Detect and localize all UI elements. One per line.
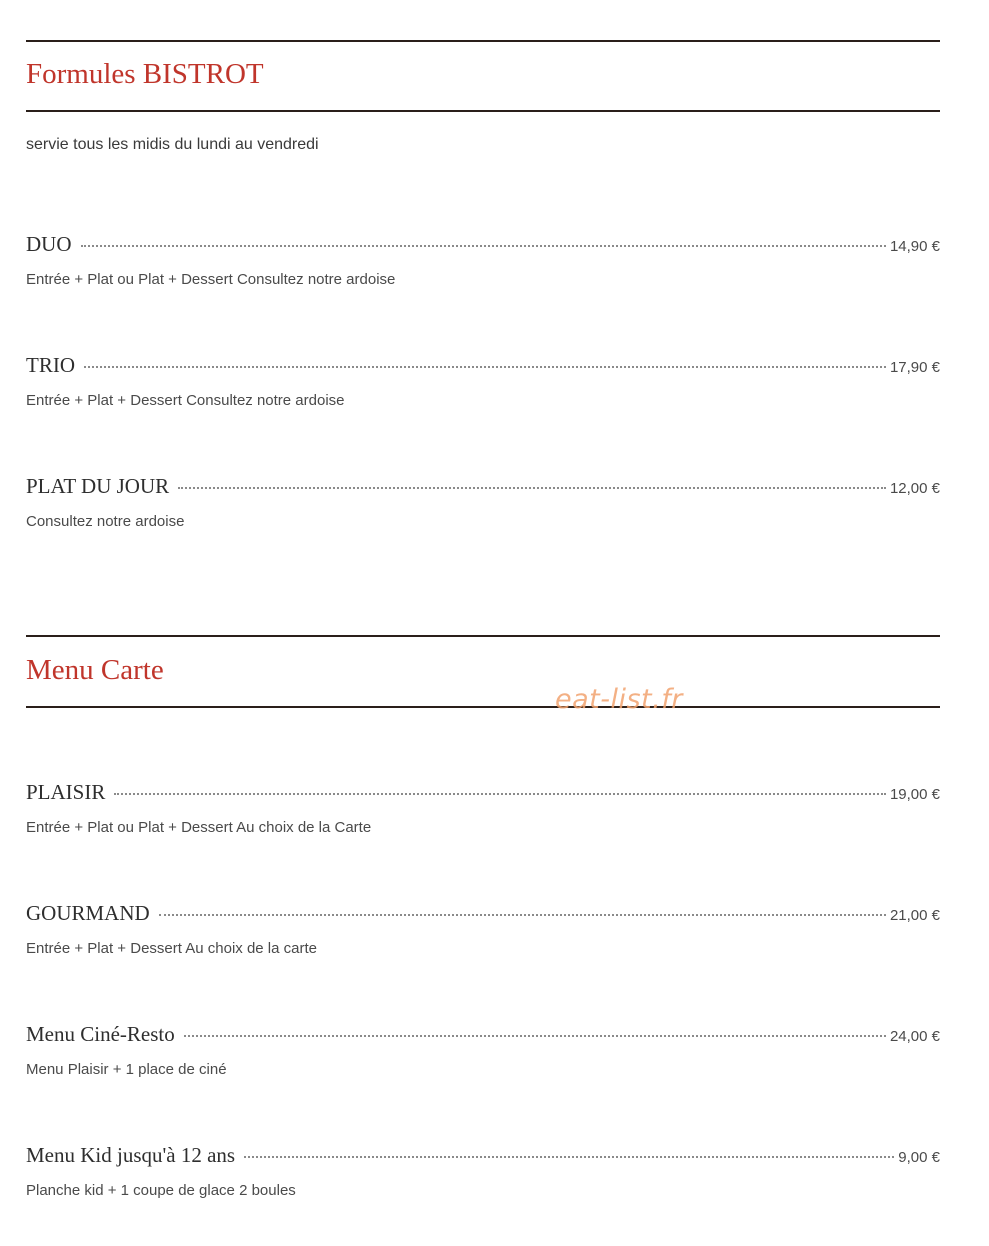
item-name: Menu Kid jusqu'à 12 ans — [26, 1143, 236, 1167]
dot-leader — [184, 1035, 886, 1037]
item-price: 9,00 € — [898, 1149, 940, 1166]
dot-leader — [244, 1156, 894, 1158]
item-description: Planche kid + 1 coupe de glace 2 boules — [26, 1182, 296, 1199]
bistrot-bottom-rule — [26, 110, 940, 112]
carte-title: Menu Carte — [26, 654, 164, 686]
item-name: PLAT DU JOUR — [26, 474, 170, 498]
item-price: 21,00 € — [889, 907, 940, 924]
item-description: Menu Plaisir + 1 place de ciné — [26, 1061, 227, 1078]
item-name: GOURMAND — [26, 901, 150, 925]
item-header — [26, 232, 940, 258]
item-name: PLAISIR — [26, 780, 106, 804]
bistrot-top-rule — [26, 40, 940, 42]
item-price: 17,90 € — [889, 359, 940, 376]
dot-leader — [84, 366, 886, 368]
menu-item-trio — [26, 353, 940, 423]
item-price: 24,00 € — [889, 1028, 940, 1045]
item-header — [26, 474, 940, 500]
item-price: 19,00 € — [889, 786, 940, 803]
bistrot-intro: servie tous les midis du lundi au vendredi — [26, 136, 319, 153]
item-price: 14,90 € — [889, 238, 940, 255]
item-price: 12,00 € — [889, 480, 940, 497]
item-name: Menu Ciné-Resto — [26, 1022, 175, 1046]
item-description: Entrée + Plat + Dessert Au choix de la carte — [26, 940, 317, 957]
dot-leader — [114, 793, 886, 795]
menu-item-duo — [26, 232, 940, 302]
item-description: Consultez notre ardoise — [26, 513, 185, 530]
item-name: DUO — [26, 232, 72, 256]
menu-item-gourmand — [26, 901, 940, 971]
dot-leader — [178, 487, 886, 489]
dot-leader — [159, 914, 886, 916]
item-description: Entrée + Plat ou Plat + Dessert Au choix de la Carte — [26, 819, 372, 836]
item-header — [26, 1022, 940, 1048]
item-name: TRIO — [26, 353, 75, 377]
item-header — [26, 353, 940, 379]
item-description: Entrée + Plat ou Plat + Dessert Consultez notre ardoise — [26, 271, 396, 288]
bistrot-title: Formules BISTROT — [26, 58, 264, 90]
item-header — [26, 901, 940, 927]
item-header — [26, 1143, 940, 1169]
watermark-logo: eat-list.fr — [555, 684, 683, 715]
menu-item-plat-du-jour — [26, 474, 940, 544]
menu-item-plaisir — [26, 780, 940, 850]
carte-bottom-rule — [26, 706, 940, 708]
menu-item-kid — [26, 1143, 940, 1213]
dot-leader — [81, 245, 886, 247]
item-header — [26, 780, 940, 806]
item-description: Entrée + Plat + Dessert Consultez notre ardoise — [26, 392, 345, 409]
carte-top-rule — [26, 635, 940, 637]
menu-item-cine-resto — [26, 1022, 940, 1092]
